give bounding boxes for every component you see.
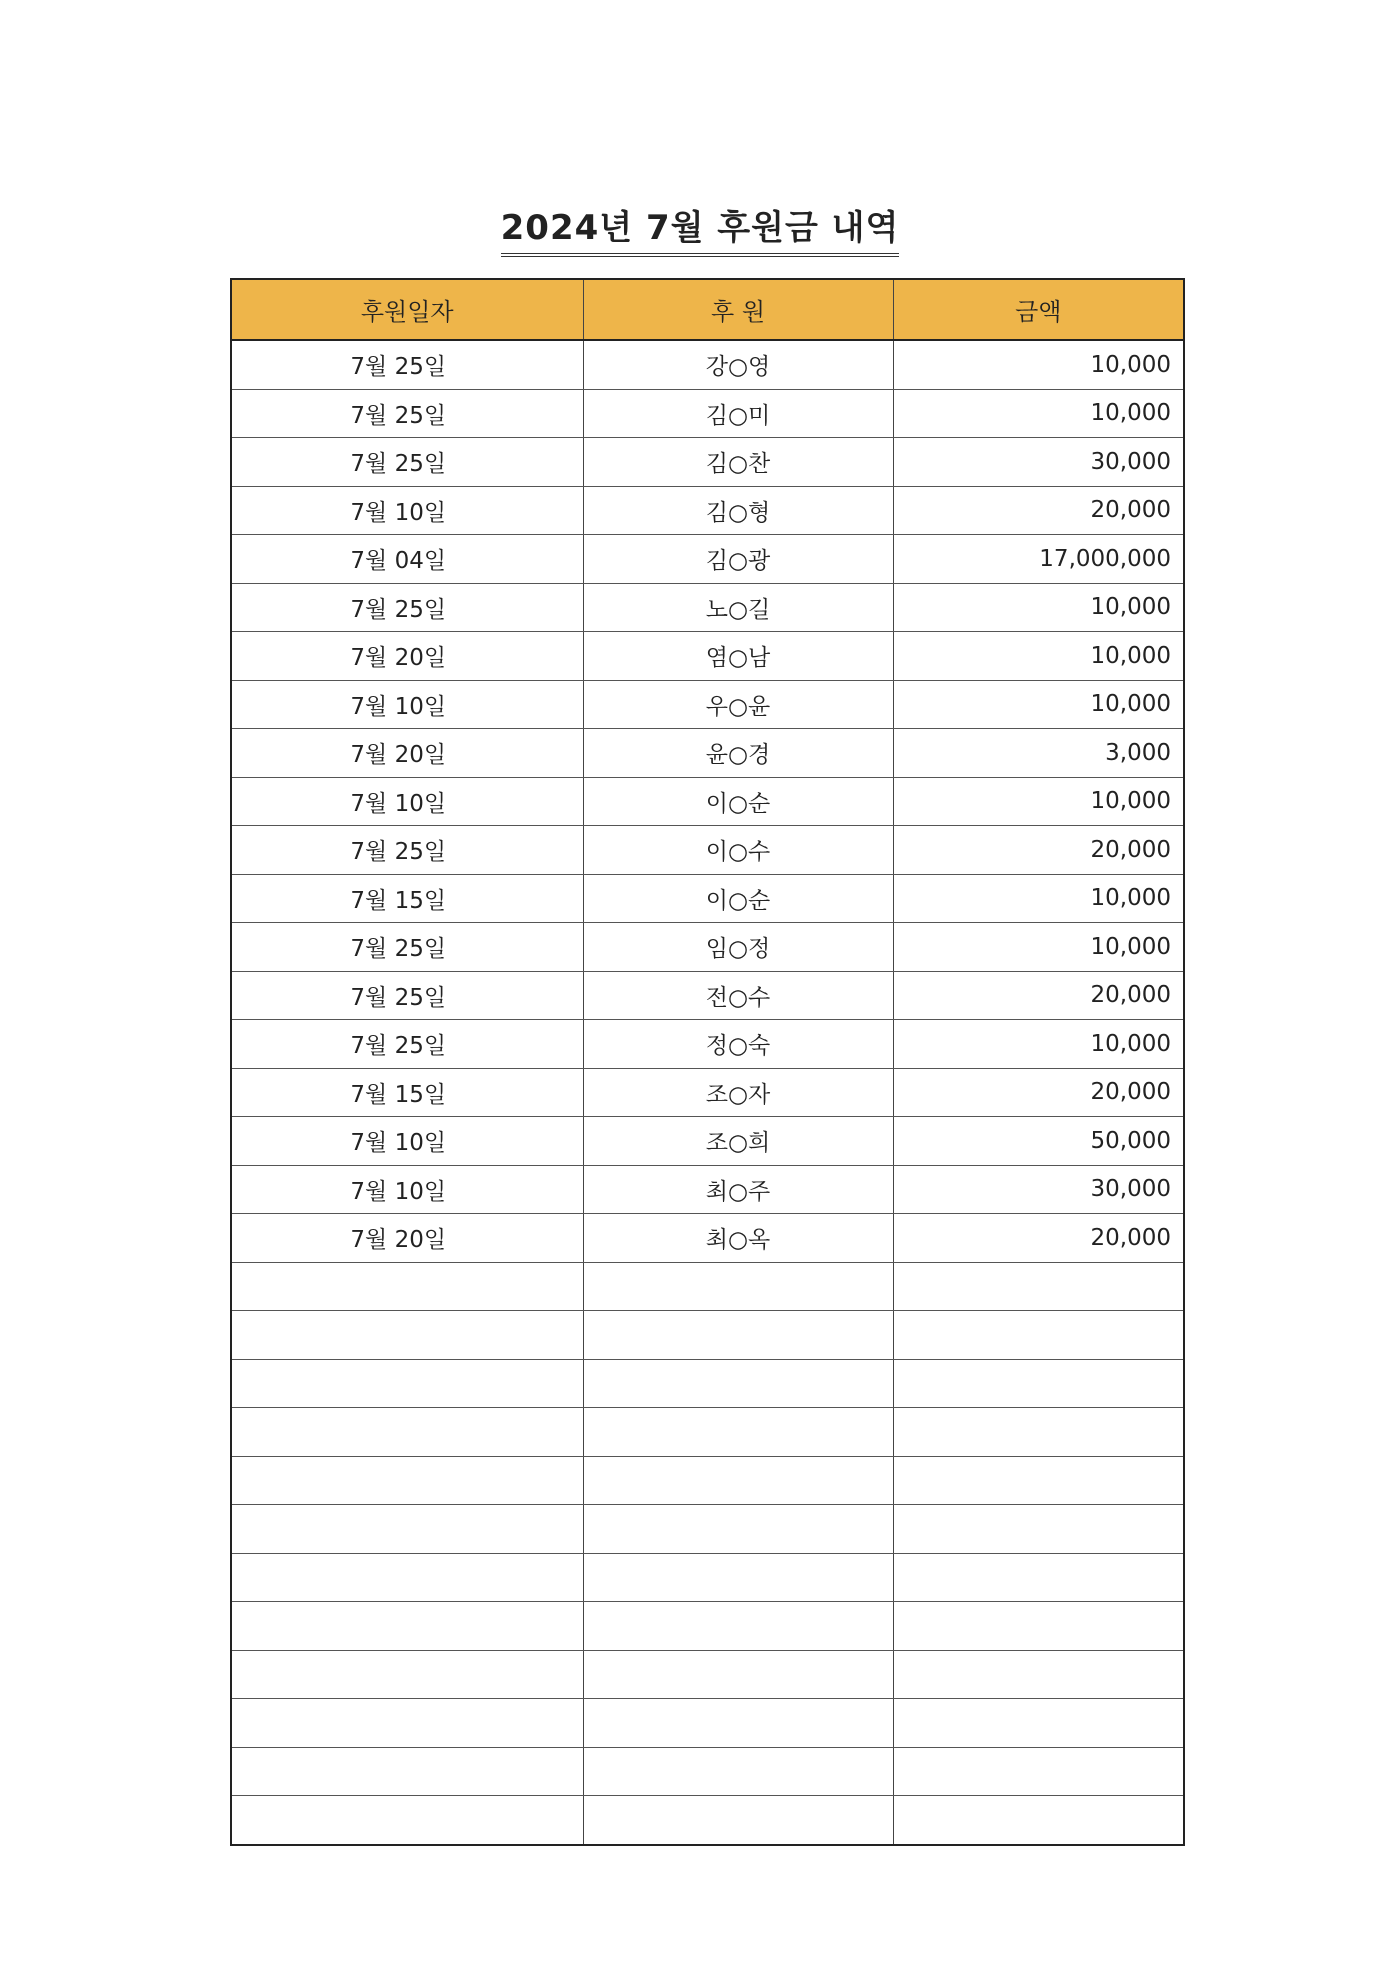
amount-cell: 10,000 (893, 874, 1183, 923)
date-cell (232, 1747, 583, 1796)
table-row (232, 1408, 1183, 1457)
date-cell (232, 1408, 583, 1457)
sponsor-cell (583, 1359, 893, 1408)
date-cell: 7월 10일 (232, 1165, 583, 1214)
sponsor-cell (583, 1553, 893, 1602)
table-row (232, 826, 1183, 875)
sponsor-cell: 최○옥 (583, 1214, 893, 1263)
donation-table-container (230, 278, 1185, 1846)
sponsor-cell (583, 1796, 893, 1844)
sponsor-cell (583, 1699, 893, 1748)
date-cell: 7월 25일 (232, 826, 583, 875)
sponsor-cell: 조○희 (583, 1117, 893, 1166)
date-cell (232, 1311, 583, 1360)
sponsor-cell (583, 1650, 893, 1699)
table-row (232, 486, 1183, 535)
date-cell: 7월 25일 (232, 583, 583, 632)
amount-cell (893, 1650, 1183, 1699)
amount-cell: 17,000,000 (893, 535, 1183, 584)
date-cell: 7월 20일 (232, 632, 583, 681)
amount-cell: 10,000 (893, 632, 1183, 681)
amount-cell: 10,000 (893, 1020, 1183, 1069)
sponsor-cell: 이○순 (583, 874, 893, 923)
table-row (232, 1262, 1183, 1311)
amount-cell (893, 1262, 1183, 1311)
amount-cell: 10,000 (893, 680, 1183, 729)
amount-cell (893, 1456, 1183, 1505)
table-row (232, 1796, 1183, 1844)
header-amount: 금액 (893, 280, 1183, 340)
date-cell (232, 1553, 583, 1602)
sponsor-cell: 임○정 (583, 923, 893, 972)
date-cell: 7월 04일 (232, 535, 583, 584)
amount-cell: 50,000 (893, 1117, 1183, 1166)
page-title (0, 200, 1400, 257)
amount-cell: 10,000 (893, 389, 1183, 438)
amount-cell: 10,000 (893, 777, 1183, 826)
table-header-row (232, 280, 1183, 340)
sponsor-cell (583, 1262, 893, 1311)
amount-cell (893, 1602, 1183, 1651)
amount-cell: 20,000 (893, 826, 1183, 875)
amount-cell (893, 1699, 1183, 1748)
sponsor-cell: 염○남 (583, 632, 893, 681)
sponsor-cell (583, 1311, 893, 1360)
date-cell: 7월 20일 (232, 729, 583, 778)
amount-cell (893, 1553, 1183, 1602)
sponsor-cell: 김○형 (583, 486, 893, 535)
table-body (232, 340, 1183, 1844)
amount-cell: 10,000 (893, 583, 1183, 632)
sponsor-cell: 김○광 (583, 535, 893, 584)
sponsor-cell: 최○주 (583, 1165, 893, 1214)
amount-cell (893, 1359, 1183, 1408)
sponsor-cell: 강○영 (583, 340, 893, 389)
header-date: 후원일자 (232, 280, 583, 340)
amount-cell: 10,000 (893, 340, 1183, 389)
table-row (232, 1311, 1183, 1360)
amount-cell: 20,000 (893, 486, 1183, 535)
amount-cell (893, 1747, 1183, 1796)
date-cell (232, 1602, 583, 1651)
donation-table (232, 280, 1183, 1844)
sponsor-cell: 김○찬 (583, 438, 893, 487)
date-cell: 7월 25일 (232, 923, 583, 972)
date-cell (232, 1699, 583, 1748)
table-row (232, 1165, 1183, 1214)
table-row (232, 729, 1183, 778)
date-cell: 7월 25일 (232, 971, 583, 1020)
table-row (232, 874, 1183, 923)
date-cell: 7월 10일 (232, 1117, 583, 1166)
amount-cell (893, 1505, 1183, 1554)
table-row (232, 1117, 1183, 1166)
sponsor-cell (583, 1408, 893, 1457)
date-cell (232, 1796, 583, 1844)
table-row (232, 1650, 1183, 1699)
table-row (232, 438, 1183, 487)
date-cell: 7월 25일 (232, 438, 583, 487)
date-cell: 7월 25일 (232, 1020, 583, 1069)
table-row (232, 971, 1183, 1020)
date-cell: 7월 10일 (232, 680, 583, 729)
table-row (232, 1214, 1183, 1263)
amount-cell (893, 1311, 1183, 1360)
sponsor-cell: 우○윤 (583, 680, 893, 729)
amount-cell: 20,000 (893, 971, 1183, 1020)
amount-cell: 10,000 (893, 923, 1183, 972)
date-cell: 7월 15일 (232, 874, 583, 923)
date-cell (232, 1359, 583, 1408)
table-row (232, 777, 1183, 826)
sponsor-cell: 전○수 (583, 971, 893, 1020)
sponsor-cell: 조○자 (583, 1068, 893, 1117)
table-row (232, 1553, 1183, 1602)
table-row (232, 1456, 1183, 1505)
table-row (232, 583, 1183, 632)
table-row (232, 632, 1183, 681)
sponsor-cell (583, 1747, 893, 1796)
table-row (232, 535, 1183, 584)
table-row (232, 1747, 1183, 1796)
table-row (232, 1602, 1183, 1651)
sponsor-cell (583, 1456, 893, 1505)
date-cell: 7월 25일 (232, 389, 583, 438)
date-cell: 7월 15일 (232, 1068, 583, 1117)
table-row (232, 923, 1183, 972)
table-row (232, 1068, 1183, 1117)
sponsor-cell: 정○숙 (583, 1020, 893, 1069)
table-row (232, 389, 1183, 438)
amount-cell: 30,000 (893, 1165, 1183, 1214)
amount-cell (893, 1408, 1183, 1457)
sponsor-cell (583, 1505, 893, 1554)
amount-cell (893, 1796, 1183, 1844)
table-row (232, 1020, 1183, 1069)
sponsor-cell: 이○순 (583, 777, 893, 826)
date-cell: 7월 10일 (232, 777, 583, 826)
date-cell (232, 1505, 583, 1554)
date-cell (232, 1650, 583, 1699)
table-row (232, 680, 1183, 729)
amount-cell: 30,000 (893, 438, 1183, 487)
sponsor-cell: 김○미 (583, 389, 893, 438)
sponsor-cell: 윤○경 (583, 729, 893, 778)
table-row (232, 340, 1183, 389)
amount-cell: 3,000 (893, 729, 1183, 778)
table-row (232, 1359, 1183, 1408)
table-row (232, 1505, 1183, 1554)
amount-cell: 20,000 (893, 1068, 1183, 1117)
date-cell (232, 1456, 583, 1505)
date-cell: 7월 10일 (232, 486, 583, 535)
page-title-text: 2024년 7월 후원금 내역 (501, 200, 900, 257)
header-sponsor: 후 원 (583, 280, 893, 340)
amount-cell: 20,000 (893, 1214, 1183, 1263)
date-cell: 7월 20일 (232, 1214, 583, 1263)
date-cell: 7월 25일 (232, 340, 583, 389)
sponsor-cell: 노○길 (583, 583, 893, 632)
date-cell (232, 1262, 583, 1311)
table-row (232, 1699, 1183, 1748)
sponsor-cell (583, 1602, 893, 1651)
sponsor-cell: 이○수 (583, 826, 893, 875)
